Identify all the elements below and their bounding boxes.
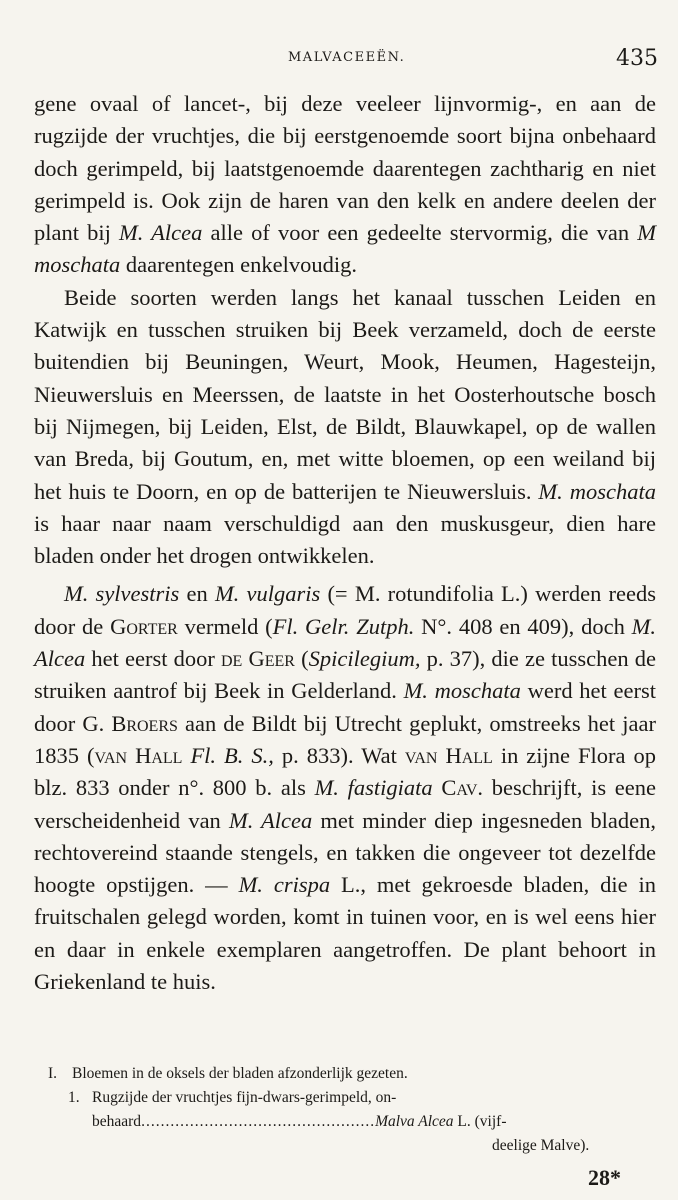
paragraph-3 — [34, 578, 656, 998]
taxon-name: M. Alcea — [34, 613, 656, 672]
taxon-name: M. sylvestris — [64, 581, 180, 607]
taxon-name: M. crispa — [238, 872, 331, 898]
author-name: de Geer — [221, 646, 295, 672]
key-label: 1. — [68, 1089, 80, 1106]
text-run: in zijne Flora op blz. 833 onder n°. 800 b. als — [34, 742, 657, 801]
taxon-name: M. moschata — [403, 678, 521, 704]
paragraph-2 — [34, 282, 656, 573]
citation-title: Fl. Gelr. Zutph. — [272, 613, 415, 639]
citation-title: Spicilegium, — [308, 646, 421, 672]
key-line-1 — [48, 1062, 658, 1086]
key-text: Bloemen in de oksels der bladen afzonderlijk gezeten. — [72, 1065, 408, 1082]
text-run: L., met gekroesde bladen, die in fruitschalen gelegd worden, komt in tuinen voor, en is wel eens hier en daar in enkele exemplaren aangetroffen. De plant behoort in Griekenland te huis. — [34, 872, 657, 995]
key-line-4 — [492, 1134, 658, 1158]
text-run: het eerst door — [85, 646, 221, 672]
taxon-name: M. Alcea — [119, 220, 203, 246]
key-line-2 — [68, 1086, 658, 1110]
taxon-name: Malva Alcea — [375, 1113, 454, 1130]
body-text — [34, 88, 656, 998]
author-name: Cav. — [441, 775, 484, 801]
text-run: ( — [294, 646, 309, 672]
running-title: MALVACEEËN. — [288, 50, 406, 65]
author-name: van Hall — [404, 742, 493, 768]
citation-title: Fl. B. S., — [190, 742, 274, 768]
key-line-3 — [92, 1110, 658, 1134]
key-leader-dots: ................................................ — [141, 1113, 376, 1130]
taxon-name: M. vulgaris — [214, 581, 321, 607]
text-run: is haar naar naam verschuldigd aan den muskusgeur, dien hare bladen onder het drogen ontwikkelen. — [34, 510, 656, 569]
text-run: Beide soorten werden langs het kanaal tusschen Leiden en Katwijk en tusschen struiken bij Beek verzameld, doch de eerste buitendien bij Beuningen, Weurt, Mook, Heumen, Hagesteijn, Nieuwersluis en Meerssen, de laatste in het Oosterhoutsche bosch bij Nijmegen, bij Leiden, Elst, de Bildt, Blauwkapel, op de wallen van Breda, bij Goutum, en, met witte bloemen, op een weiland bij het huis te Doorn, en op de batterijen te Nieuwersluis. — [34, 284, 656, 504]
author-name: van Hall — [94, 742, 183, 768]
key-text: behaard — [92, 1113, 142, 1130]
text-run: N°. 408 en 409), doch — [414, 613, 632, 639]
key-text: Rugzijde der vruchtjes fijn-dwars-gerimpeld, on- — [92, 1089, 397, 1106]
key-text: L. (vijf- — [453, 1113, 507, 1130]
signature-mark: 28* — [588, 1165, 621, 1190]
text-run: alle of voor een gedeelte stervormig, die van — [202, 220, 638, 246]
author-name: Gorter — [110, 613, 178, 639]
text-run: beschrijft, is eene verscheidenheid van — [34, 775, 657, 833]
author-name: Broers — [111, 710, 178, 736]
text-run: p. 37), die ze tusschen de struiken aantrof bij Beek in Gelderland. — [34, 646, 656, 704]
running-head — [0, 46, 678, 78]
taxon-name: M. Alcea — [228, 807, 313, 833]
key-text: deelige Malve). — [492, 1137, 590, 1154]
page-number: 435 — [616, 46, 658, 71]
key-label: I. — [48, 1065, 58, 1082]
text-run: gene ovaal of lancet-, bij deze veeleer lijnvormig-, en aan de rugzijde der vruchtjes, die bij eerstgenoemde soort bijna onbehaard doch gerimpeld, bij laatstgenoemde daarentegen zachtharig en niet gerimpeld is. Ook zijn de haren van den kelk en andere deelen der plant bij — [34, 91, 656, 246]
taxon-name: M. moschata — [538, 478, 656, 504]
paragraph-1 — [34, 88, 656, 282]
text-run: met minder diep ingesneden bladen, rechtovereind staande stengels, en takken die ongeveer tot dezelfde hoogte opstijgen. — — [34, 807, 656, 898]
text-run: p. 833). Wat — [273, 742, 405, 768]
taxon-name: M. fastigiata — [314, 775, 433, 801]
text-run: werd het eerst door G. — [34, 678, 656, 736]
text-run: vermeld ( — [177, 613, 273, 639]
text-run: aan de Bildt bij Utrecht geplukt, omstreeks het jaar 1835 ( — [34, 710, 656, 768]
text-run: daarentegen enkelvoudig. — [120, 252, 358, 278]
text-run: (= M. rotundifolia L.) werden reeds door de — [34, 581, 656, 639]
text-run: en — [179, 581, 215, 607]
identification-key — [48, 1062, 658, 1158]
taxon-name: M moschata — [34, 220, 656, 278]
